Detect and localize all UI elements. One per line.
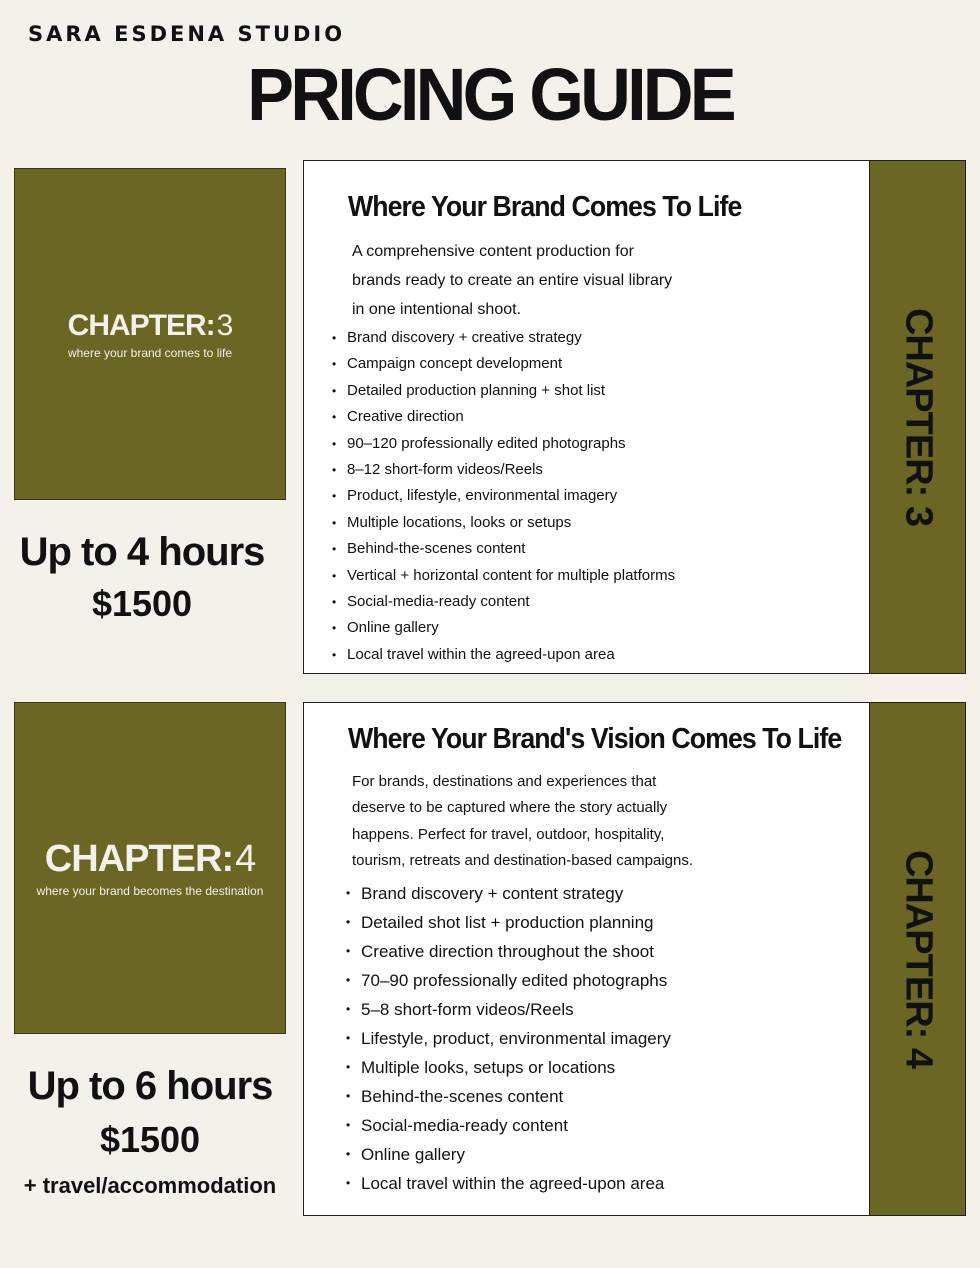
chapter-4-side-label: CHAPTER: 4 xyxy=(897,849,939,1069)
chapter-4-card xyxy=(303,702,966,1216)
list-item: • Local travel within the agreed-upon area xyxy=(361,1169,671,1198)
chapter-4-feature-list xyxy=(361,879,671,1198)
list-item: • Brand discovery + content strategy xyxy=(361,879,671,908)
list-item: • Multiple locations, looks or setups xyxy=(347,510,675,536)
list-item: • Detailed production planning + shot list xyxy=(347,378,675,404)
chapter-3-feature-list xyxy=(347,325,675,668)
chapter-3-side-tab xyxy=(869,161,965,673)
chapter-4-heading: Where Your Brand's Vision Comes To Life xyxy=(348,723,842,755)
chapter-3-desc-line: in one intentional shoot. xyxy=(352,301,522,318)
list-item: • Creative direction xyxy=(347,404,675,430)
chapter-3-thumb-number: 3 xyxy=(216,308,233,342)
chapter-3-heading: Where Your Brand Comes To Life xyxy=(348,191,742,223)
chapter-4-desc-line: happens. Perfect for travel, outdoor, hospitality, xyxy=(352,825,665,843)
chapter-4-desc-line: deserve to be captured where the story actually xyxy=(352,799,668,817)
chapter-3-side-label: CHAPTER: 3 xyxy=(897,307,939,527)
list-item: • Detailed shot list + production planning xyxy=(361,908,671,937)
chapter-4-thumb-word: CHAPTER: xyxy=(44,838,234,880)
chapter-4-thumb-subtitle: where your brand becomes the destination xyxy=(36,884,264,898)
list-item: • Creative direction throughout the shoot xyxy=(361,937,671,966)
list-item: • Vertical + horizontal content for multiple platforms xyxy=(347,563,675,589)
list-item: • 90–120 professionally edited photographs xyxy=(347,431,675,457)
list-item: • Behind-the-scenes content xyxy=(347,536,675,562)
list-item: • 8–12 short-form videos/Reels xyxy=(347,457,675,483)
list-item: • Lifestyle, product, environmental imagery xyxy=(361,1024,671,1053)
chapter-4-description xyxy=(352,769,693,874)
chapter-4-desc-line: For brands, destinations and experiences that xyxy=(352,773,657,790)
chapter-3-card xyxy=(303,160,966,674)
list-item: • Product, lifestyle, environmental imagery xyxy=(347,483,675,509)
chapter-4-thumb-number: 4 xyxy=(235,838,256,880)
list-item: • Campaign concept development xyxy=(347,351,675,377)
chapter-4-thumb-title xyxy=(45,838,255,881)
list-item: • Local travel within the agreed-upon area xyxy=(347,642,675,668)
list-item: • Social-media-ready content xyxy=(347,589,675,615)
chapter-3-desc-line: brands ready to create an entire visual library xyxy=(352,272,673,289)
chapter-3-desc-line: A comprehensive content production for xyxy=(352,243,634,260)
chapter-3-thumb-word: CHAPTER: xyxy=(67,308,215,342)
chapter-4-travel-note: + travel/accommodation xyxy=(23,1173,277,1198)
chapter-4-hours: Up to 6 hours xyxy=(27,1064,273,1108)
chapter-4-desc-line: tourism, retreats and destination-based campaigns. xyxy=(352,851,694,869)
list-item: • Social-media-ready content xyxy=(361,1111,671,1140)
chapter-3-hours: Up to 4 hours xyxy=(19,530,265,574)
list-item: • Online gallery xyxy=(347,615,675,641)
chapter-3-thumbnail xyxy=(14,168,286,500)
list-item: • 5–8 short-form videos/Reels xyxy=(361,995,671,1024)
chapter-3-pricing xyxy=(14,530,270,625)
page-title: PRICING GUIDE xyxy=(247,53,733,136)
chapter-4-pricing xyxy=(14,1064,286,1199)
studio-name: SARA ESDENA STUDIO xyxy=(28,22,346,46)
chapter-4-price: $1500 xyxy=(99,1119,201,1160)
list-item: • Behind-the-scenes content xyxy=(361,1082,671,1111)
list-item: • Multiple looks, setups or locations xyxy=(361,1053,671,1082)
chapter-3-description xyxy=(352,237,672,324)
chapter-3-thumb-title xyxy=(68,309,233,343)
list-item: • Online gallery xyxy=(361,1140,671,1169)
chapter-3-price: $1500 xyxy=(91,583,193,624)
list-item: • 70–90 professionally edited photographs xyxy=(361,966,671,995)
chapter-4-thumbnail xyxy=(14,702,286,1034)
chapter-3-thumb-subtitle: where your brand comes to life xyxy=(67,345,233,360)
chapter-4-side-tab xyxy=(869,703,965,1215)
list-item: • Brand discovery + creative strategy xyxy=(347,325,675,351)
